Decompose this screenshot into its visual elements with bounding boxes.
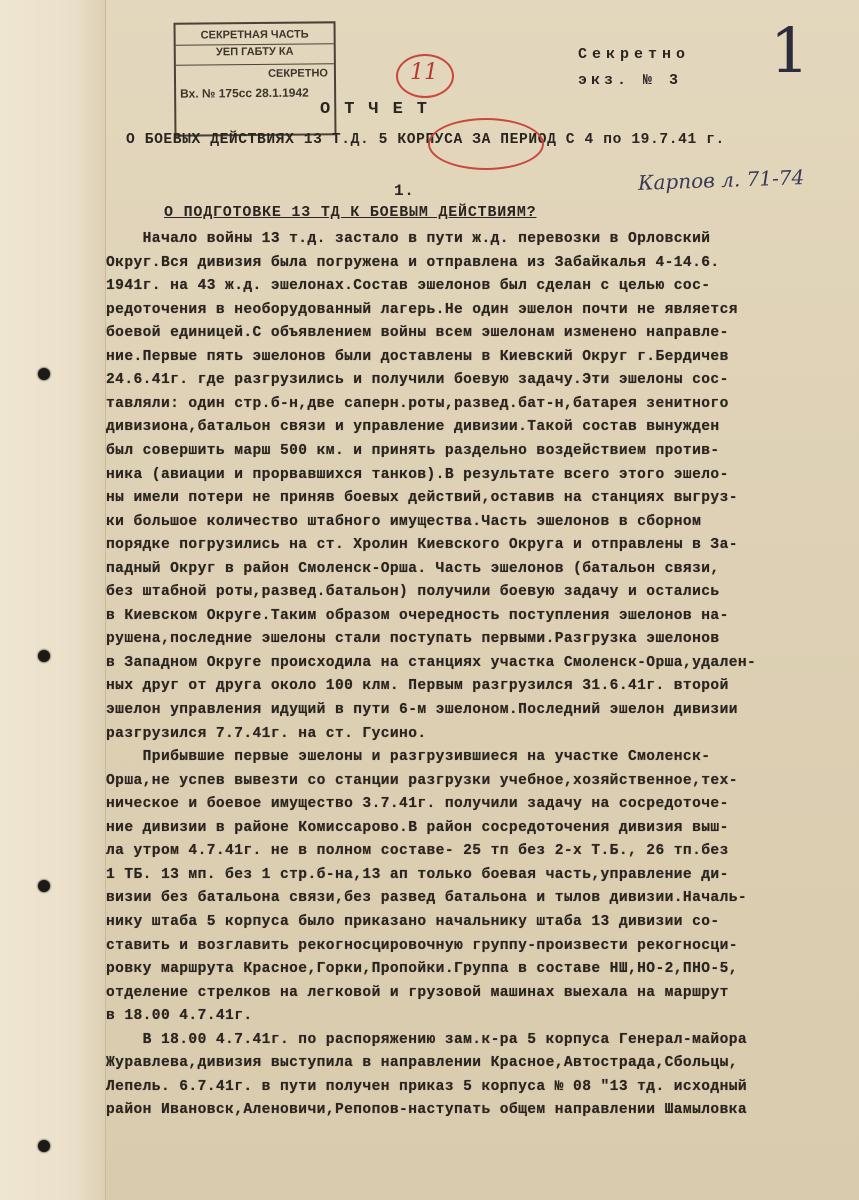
body-line: ническое и боевое имущество 3.7.41г. получили задачу на сосредоточе- [106, 796, 729, 813]
body-line: редоточения в необорудованный лагерь.Не один эшелон почти не является [106, 301, 738, 318]
body-line: в 18.00 4.7.41г. [106, 1008, 253, 1025]
report-title: О БОЕВЫХ ДЕЙСТВИЯХ 13 Т.Д. 5 КОРПУСА ЗА ПЕРИОД С 4 по 19.7.41 г. [126, 132, 725, 148]
section-heading: О ПОДГОТОВКЕ 13 ТД К БОЕВЫМ ДЕЙСТВИЯМ? [164, 204, 537, 221]
stamp-line-4: Вх. № 175сс 28.1.1942 [180, 85, 309, 101]
body-line: 24.6.41г. где разгрузились и получили боевую задачу.Эти эшелоны сос- [106, 372, 729, 389]
body-line: ровку маршрута Красное,Горки,Пропойки.Группа в составе НШ,НО-2,ПНО-5, [106, 961, 738, 978]
copy-number-label: экз. № 3 [578, 72, 683, 89]
body-line: Журавлева,дивизия выступила в направлении Красное,Автострада,Сбольцы, [106, 1055, 738, 1072]
body-line: ставить и возглавить рекогносцировочную группу-произвести рекогносци- [106, 937, 738, 954]
body-line: ки большое количество штабного имущества.Часть эшелонов в сборном [106, 513, 702, 530]
body-line: эшелон управления идущий в пути 6-м эшелоном.Последний эшелон дивизии [106, 702, 738, 718]
body-line: нику штаба 5 корпуса было приказано начальнику штаба 13 дивизии со- [106, 913, 720, 930]
report-title-word: ОТЧЕТ [320, 100, 442, 119]
body-line: разгрузился 7.7.41г. на ст. Гусино. [106, 725, 427, 742]
body-line: Лепель. 6.7.41г. в пути получен приказ 5 корпуса № 08 "13 тд. исходный [106, 1078, 748, 1095]
body-line: Прибывшие первые эшелоны и разгрузившиеся на участке Смоленск- [106, 749, 711, 766]
body-line: дивизиона,батальон связи и управление дивизии.Такой состав вынужден [106, 419, 720, 436]
red-number-mark: 11 [410, 60, 438, 85]
body-line: был совершить марш 500 км. и принять раздельно воздействием против- [106, 442, 720, 459]
body-line: В 18.00 4.7.41г. по распоряжению зам.к-ра 5 корпуса Генерал-майора [106, 1031, 748, 1048]
body-line: боевой единицей.С объявлением войны всем эшелонам изменено направле- [106, 325, 729, 342]
stamp-line-1: СЕКРЕТНАЯ ЧАСТЬ [200, 28, 309, 42]
body-line: тавляли: один стр.б-н,две саперн.роты,развед.бат-н,батарея зенитного [106, 395, 729, 412]
body-line: отделение стрелков на легковой и грузовой машинах выехала на маршрут [106, 984, 729, 1001]
body-line: порядке погрузились на ст. Хролин Киевского Округа и отправлены в За- [106, 537, 738, 554]
stamp-line-3: СЕКРЕТНО [268, 67, 329, 80]
body-line: без штабной роты,развед.батальон) получили боевую задачу и остались [106, 584, 720, 601]
body-line: район Ивановск,Аленовичи,Репопов-наступать общем направлении Шамыловка [106, 1102, 748, 1119]
sheet-margin [0, 0, 106, 1200]
body-line: ника (авиации и прорвавшихся танков).В результате всего этого эшело- [106, 466, 729, 483]
body-line: ла утром 4.7.41г. не в полном составе- 25 тп без 2-х Т.Б., 26 тп.без [106, 843, 729, 860]
page-number: 1 [770, 14, 810, 87]
body-line: ных друг от друга около 100 клм. Первым разгрузился 31.6.41г. второй [106, 678, 729, 695]
body-line: Начало войны 13 т.д. застало в пути ж.д. перевозки в Орловский [106, 231, 711, 247]
body-line: Округ.Вся дивизия была погружена и отправлена из Забайкалья 4-14.6. [106, 254, 720, 271]
red-oval-mark [428, 118, 544, 170]
archive-handwritten-note: Карпов л. 71-74 [637, 165, 805, 195]
registration-stamp [174, 21, 337, 136]
body-line: Орша,не успев вывезти со станции разгрузки учебное,хозяйственное,тех- [106, 772, 738, 789]
body-line: в Западном Округе происходила на станциях участка Смоленск-Орша,удален- [106, 654, 757, 671]
binding-hole [38, 1140, 50, 1152]
body-line: ние дивизии в районе Комиссарово.В район сосредоточения дивизия выш- [106, 819, 729, 836]
body-line: ны имели потери не приняв боевых действий,оставив на станциях выгруз- [106, 490, 738, 507]
binding-hole [38, 368, 50, 380]
body-line: ние.Первые пять эшелонов были доставлены в Киевский Округ г.Бердичев [106, 348, 729, 365]
binding-hole [38, 880, 50, 892]
secret-label: Секретно [578, 46, 691, 63]
body-line: рушена,последние эшелоны стали поступать первыми.Разгрузка эшелонов [106, 631, 720, 648]
body-line: 1 ТБ. 13 мп. без 1 стр.б-на,13 ап только боевая часть,управление ди- [106, 866, 729, 883]
stamp-line-2: УЕП ГАБТУ КА [215, 45, 294, 59]
body-line: падный Округ в район Смоленск-Орша. Часть эшелонов (батальон связи, [106, 560, 720, 577]
section-number: 1. [394, 182, 415, 200]
binding-hole [38, 650, 50, 662]
body-line: в Киевском Округе.Таким образом очередность поступления эшелонов на- [106, 607, 729, 624]
body-line: 1941г. на 43 ж.д. эшелонах.Состав эшелонов был сделан с целью сос- [106, 278, 711, 295]
body-line: визии без батальона связи,без развед батальона и тылов дивизии.Началь- [106, 890, 748, 907]
